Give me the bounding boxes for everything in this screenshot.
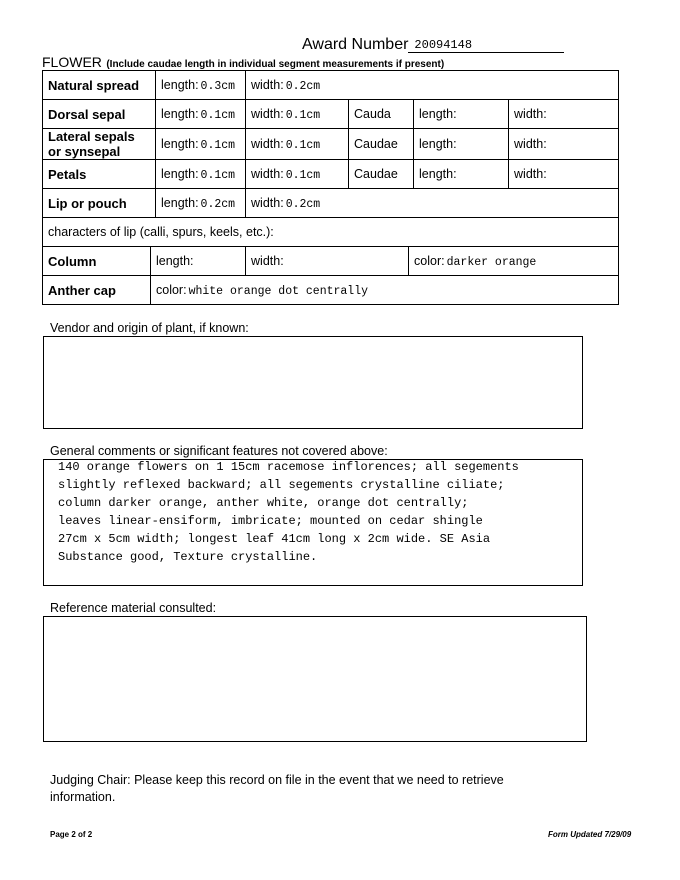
lateral-sepals-caudae-label: Caudae xyxy=(349,129,414,160)
lateral-sepals-caudae-width[interactable]: width: xyxy=(509,129,619,160)
row-lip xyxy=(43,189,619,218)
lateral-sepals-length-cell[interactable]: length: 0.1cm xyxy=(156,129,246,160)
dorsal-sepal-width-cell[interactable]: width: 0.1cm xyxy=(246,100,349,129)
petals-width-cell[interactable]: width: 0.1cm xyxy=(246,160,349,189)
flower-title: FLOWER xyxy=(42,54,102,70)
award-number-label: Award Number xyxy=(302,36,409,53)
page-number: Page 2 of 2 xyxy=(50,830,93,839)
lip-width-cell[interactable]: width: 0.2cm xyxy=(246,189,619,218)
lateral-sepals-width-cell[interactable]: width: 0.1cm xyxy=(246,129,349,160)
row-column xyxy=(43,247,619,276)
column-width-cell[interactable]: width: xyxy=(246,247,409,276)
column-color: darker orange xyxy=(446,255,537,269)
vendor-box[interactable] xyxy=(43,336,583,429)
lateral-sepals-width: 0.1cm xyxy=(285,138,321,152)
row-lip-characters xyxy=(43,218,619,247)
reference-label: Reference material consulted: xyxy=(50,601,217,615)
row-natural-spread xyxy=(43,71,619,100)
petals-width: 0.1cm xyxy=(285,168,321,182)
lateral-sepals-label: Lateral sepals or synsepal xyxy=(43,129,156,160)
lip-characters-label[interactable]: characters of lip (calli, spurs, keels, etc.): xyxy=(43,218,619,247)
petals-caudae-length[interactable]: length: xyxy=(414,160,509,189)
petals-label: Petals xyxy=(43,160,156,189)
comments-text: 140 orange flowers on 1 15cm racemose inflorences; all segements slightly reflexed backward; all segements crystalline ciliate; column darker orange, anther white, orange dot centrally; leaves linear-ensiform, imbricate; mounted on cedar shingle 27cm x 5cm width; longest leaf 41cm long x 2cm wide. SE Asia Substance good, Texture crystalline. xyxy=(58,460,519,564)
natural-spread-length-cell[interactable]: length: 0.3cm xyxy=(156,71,246,100)
lip-length: 0.2cm xyxy=(200,197,236,211)
lip-width: 0.2cm xyxy=(285,197,321,211)
dorsal-sepal-cauda-width[interactable]: width: xyxy=(509,100,619,129)
row-anther-cap xyxy=(43,276,619,305)
natural-spread-label: Natural spread xyxy=(43,71,156,100)
dorsal-sepal-cauda-length[interactable]: length: xyxy=(414,100,509,129)
judging-chair-note: Judging Chair: Please keep this record on file in the event that we need to retrieve information. xyxy=(50,773,504,804)
comments-label: General comments or significant features not covered above: xyxy=(50,444,388,458)
dorsal-sepal-cauda-label: Cauda xyxy=(349,100,414,129)
lateral-sepals-length: 0.1cm xyxy=(200,138,236,152)
column-length-cell[interactable]: length: xyxy=(151,247,246,276)
form-updated: Form Updated 7/29/09 xyxy=(548,830,632,839)
dorsal-sepal-label: Dorsal sepal xyxy=(43,100,156,129)
row-lateral-sepals xyxy=(43,129,619,160)
lip-length-cell[interactable]: length: 0.2cm xyxy=(156,189,246,218)
natural-spread-width: 0.2cm xyxy=(285,79,321,93)
natural-spread-length: 0.3cm xyxy=(200,79,236,93)
lip-label: Lip or pouch xyxy=(43,189,156,218)
column-label: Column xyxy=(43,247,151,276)
award-number-value[interactable]: 20094148 xyxy=(408,38,564,53)
reference-box[interactable] xyxy=(43,616,587,742)
flower-measurements-table xyxy=(42,70,619,305)
vendor-label: Vendor and origin of plant, if known: xyxy=(50,321,249,335)
petals-length: 0.1cm xyxy=(200,168,236,182)
anther-cap-color-cell[interactable]: color: white orange dot centrally xyxy=(151,276,619,305)
row-petals xyxy=(43,160,619,189)
flower-note: (Include caudae length in individual segment measurements if present) xyxy=(106,59,445,70)
dorsal-sepal-width: 0.1cm xyxy=(285,108,321,122)
petals-length-cell[interactable]: length: 0.1cm xyxy=(156,160,246,189)
lateral-sepals-caudae-length[interactable]: length: xyxy=(414,129,509,160)
anther-cap-label: Anther cap xyxy=(43,276,151,305)
dorsal-sepal-length-cell[interactable]: length: 0.1cm xyxy=(156,100,246,129)
petals-caudae-width[interactable]: width: xyxy=(509,160,619,189)
petals-caudae-label: Caudae xyxy=(349,160,414,189)
natural-spread-width-cell[interactable]: width: 0.2cm xyxy=(246,71,619,100)
anther-cap-color: white orange dot centrally xyxy=(188,284,369,298)
award-number xyxy=(302,36,564,54)
row-dorsal-sepal xyxy=(43,100,619,129)
column-color-cell[interactable]: color: darker orange xyxy=(409,247,619,276)
dorsal-sepal-length: 0.1cm xyxy=(200,108,236,122)
